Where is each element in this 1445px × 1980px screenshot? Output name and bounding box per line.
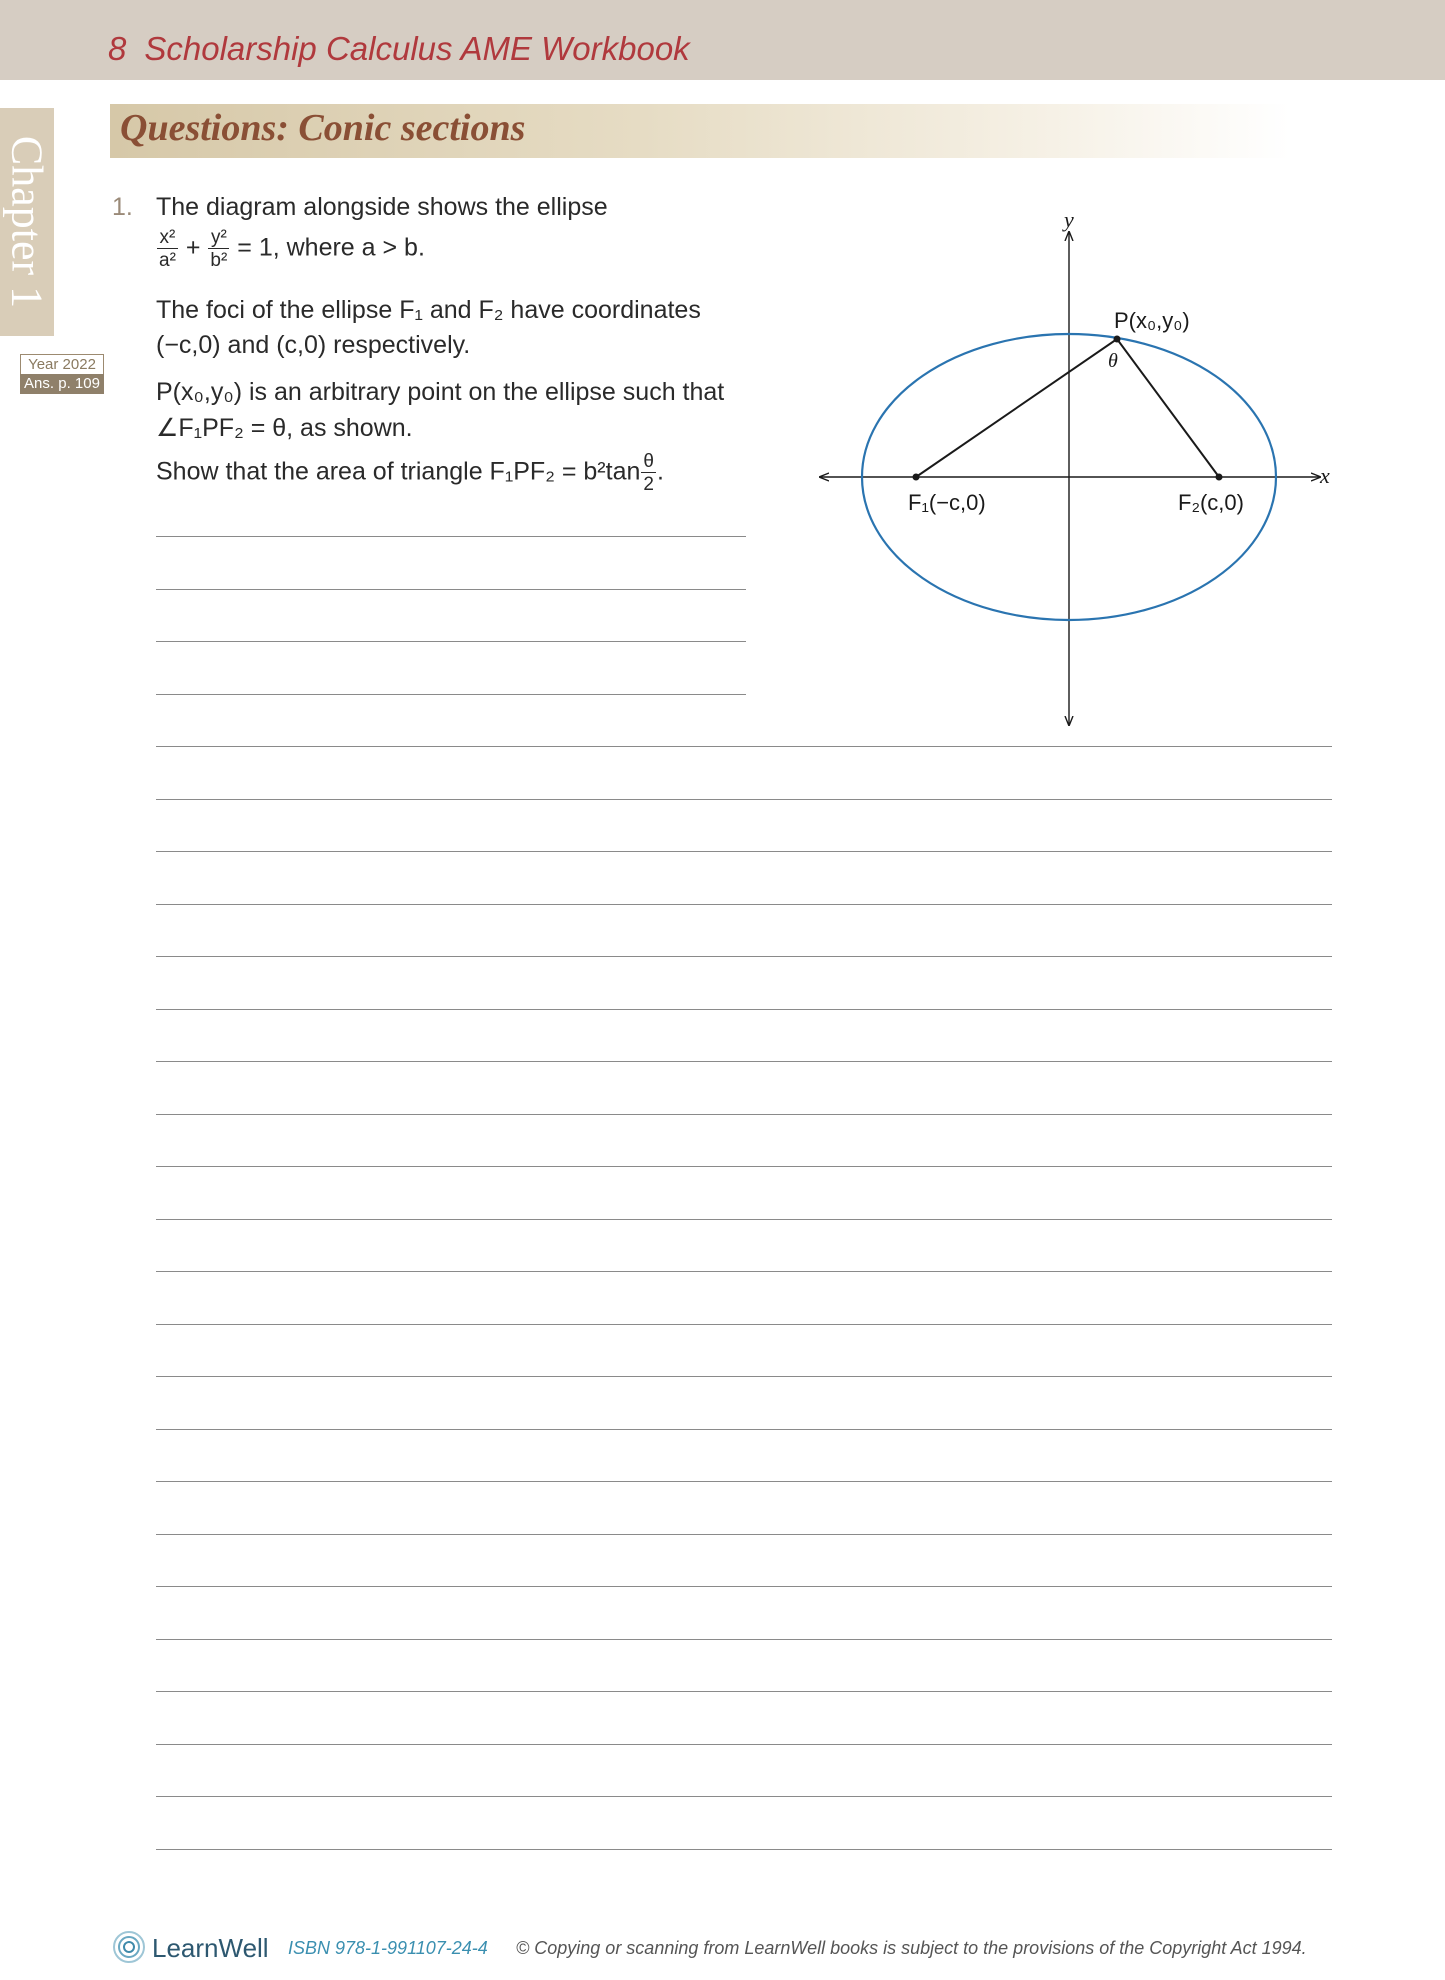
question-line-show: Show that the area of triangle F₁PF₂ = b²tan $\frac{\theta}{2}$ . bbox=[156, 451, 664, 495]
book-title: Scholarship Calculus AME Workbook bbox=[144, 30, 690, 67]
answer-line bbox=[156, 694, 746, 695]
x-axis-label: x bbox=[1320, 463, 1330, 488]
footer-copyright: © Copying or scanning from LearnWell books is subject to the provisions of the Copyright Act 1994. bbox=[516, 1938, 1307, 1958]
angle-theta-label: θ bbox=[1108, 350, 1118, 372]
question-line-intro: The diagram alongside shows the ellipse bbox=[156, 193, 608, 221]
chapter-label: Chapter 1 bbox=[2, 135, 52, 309]
answer-line bbox=[156, 1166, 1332, 1167]
answer-line bbox=[156, 1271, 1332, 1272]
focus1-point bbox=[913, 474, 920, 481]
answer-line bbox=[156, 1586, 1332, 1587]
answer-line bbox=[156, 536, 746, 537]
running-header bbox=[108, 30, 690, 68]
point-p bbox=[1114, 336, 1121, 343]
answer-line bbox=[156, 956, 1332, 957]
question-line-point: P(x₀,y₀) is an arbitrary point on the ellipse such that bbox=[156, 378, 725, 406]
question-number: 1. bbox=[112, 193, 133, 221]
answer-page-badge: Ans. p. 109 bbox=[20, 374, 104, 394]
answer-line bbox=[156, 1744, 1332, 1745]
answer-line bbox=[156, 1219, 1332, 1220]
answer-line bbox=[156, 799, 1332, 800]
answer-line bbox=[156, 1691, 1332, 1692]
question-line-foci-coords: (−c,0) and (c,0) respectively. bbox=[156, 331, 471, 359]
fraction-x: $\frac{\text{x²}}{\text{a²}}$ bbox=[159, 227, 176, 271]
answer-line bbox=[156, 1534, 1332, 1535]
page-number: 8 bbox=[108, 30, 127, 67]
section-title: Questions: Conic sections bbox=[120, 107, 526, 149]
answer-line bbox=[156, 1796, 1332, 1797]
answer-line bbox=[156, 1429, 1332, 1430]
answer-line bbox=[156, 641, 746, 642]
footer-isbn: ISBN 978-1-991107-24-4 bbox=[288, 1938, 488, 1958]
answer-line bbox=[156, 1114, 1332, 1115]
answer-line bbox=[156, 1849, 1332, 1850]
fraction-theta-half: $\frac{\theta}{2}$ bbox=[643, 451, 654, 495]
answer-line bbox=[156, 589, 746, 590]
answer-line bbox=[156, 904, 1332, 905]
answer-line bbox=[156, 1639, 1332, 1640]
answer-line bbox=[156, 1324, 1332, 1325]
answer-line bbox=[156, 1009, 1332, 1010]
answer-line bbox=[156, 1481, 1332, 1482]
triangle-f1-p-f2 bbox=[916, 339, 1219, 477]
show-text: Show that the area of triangle F₁PF₂ = b²tan bbox=[156, 457, 641, 486]
answer-line bbox=[156, 1376, 1332, 1377]
ellipse-diagram bbox=[790, 200, 1350, 740]
y-axis-label: y bbox=[1064, 207, 1074, 232]
question-line-angle: ∠F₁PF₂ = θ, as shown. bbox=[156, 414, 413, 442]
plus-sign: + bbox=[185, 233, 201, 262]
question-line-foci: The foci of the ellipse F₁ and F₂ have coordinates bbox=[156, 296, 701, 324]
footer bbox=[112, 1928, 1352, 1968]
footer-brand: LearnWell bbox=[152, 1933, 269, 1963]
ellipse-equation bbox=[156, 228, 425, 270]
answer-line bbox=[156, 851, 1332, 852]
focus2-label: F₂(c,0) bbox=[1178, 490, 1244, 515]
year-badge: Year 2022 bbox=[20, 354, 104, 376]
focus2-point bbox=[1216, 474, 1223, 481]
point-p-label: P(x₀,y₀) bbox=[1114, 308, 1190, 333]
focus1-label: F₁(−c,0) bbox=[908, 490, 986, 515]
learnwell-logo-icon bbox=[112, 1930, 146, 1964]
answer-line bbox=[156, 746, 1332, 747]
fraction-y: $\frac{\text{y²}}{\text{b²}}$ bbox=[210, 227, 228, 271]
answer-line bbox=[156, 1061, 1332, 1062]
equation-rest: = 1, where a > b. bbox=[237, 233, 425, 262]
